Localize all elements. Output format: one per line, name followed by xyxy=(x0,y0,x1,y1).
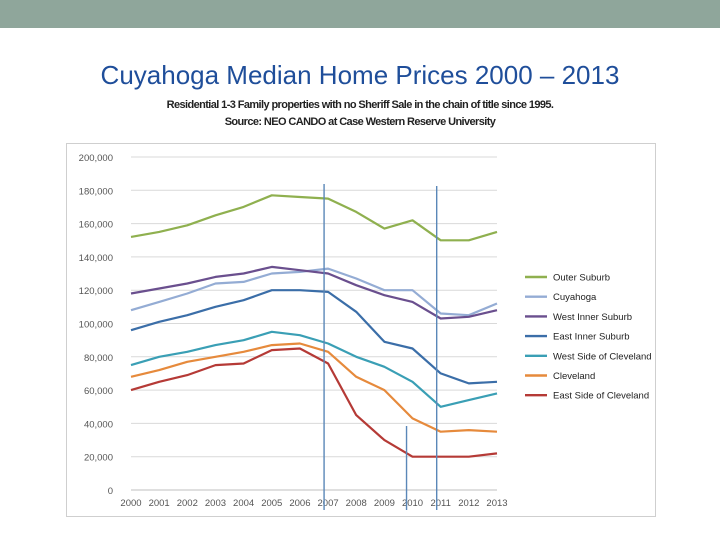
x-tick-label: 2000 xyxy=(120,498,142,509)
y-tick-label: 160,000 xyxy=(78,219,113,231)
x-tick-label: 2007 xyxy=(317,498,339,509)
legend-label-4: West Side of Cleveland xyxy=(553,351,652,363)
x-tick-label: 2011 xyxy=(430,498,451,509)
line-chart xyxy=(67,144,655,516)
slide-subtitle-source: Source: NEO CANDO at Case Western Reserve University xyxy=(224,116,496,128)
slide-subtitle-line1: Residential 1-3 Family properties with no Sheriff Sale in the chain of title since 1995. xyxy=(166,99,554,111)
x-tick-label: 2003 xyxy=(204,498,227,509)
x-tick-label: 2013 xyxy=(486,498,508,509)
series-line-2 xyxy=(131,267,497,319)
series-line-6 xyxy=(131,349,497,457)
legend-label-6: East Side of Cleveland xyxy=(553,390,650,402)
header-bar xyxy=(0,0,720,28)
y-tick-label: 80,000 xyxy=(83,352,113,364)
x-tick-label: 2008 xyxy=(345,498,367,509)
y-tick-label: 200,000 xyxy=(78,153,113,164)
y-tick-label: 140,000 xyxy=(78,252,113,264)
x-tick-label: 2002 xyxy=(176,498,198,509)
y-tick-label: 40,000 xyxy=(83,419,113,431)
y-tick-label: 180,000 xyxy=(78,186,113,198)
y-tick-label: 100,000 xyxy=(78,319,113,331)
legend-label-3: East Inner Suburb xyxy=(553,331,630,343)
legend-label-2: West Inner Suburb xyxy=(553,311,633,323)
slide-title: Cuyahoga Median Home Prices 2000 – 2013 xyxy=(100,60,620,90)
series-line-4 xyxy=(131,332,497,407)
x-tick-label: 2010 xyxy=(401,498,424,509)
x-tick-label: 2005 xyxy=(261,498,283,509)
x-tick-label: 2012 xyxy=(458,498,480,509)
y-tick-label: 0 xyxy=(107,486,113,497)
y-tick-label: 20,000 xyxy=(83,452,113,464)
legend-label-0: Outer Suburb xyxy=(553,272,611,284)
legend-label-1: Cuyahoga xyxy=(553,292,597,304)
legend-label-5: Cleveland xyxy=(553,371,596,382)
x-tick-label: 2006 xyxy=(289,498,311,509)
x-tick-label: 2001 xyxy=(148,498,170,509)
y-tick-label: 60,000 xyxy=(83,386,113,398)
chart-frame xyxy=(66,143,656,517)
series-line-0 xyxy=(131,195,497,240)
x-tick-label: 2004 xyxy=(233,498,255,509)
series-line-3 xyxy=(131,290,497,383)
y-tick-label: 120,000 xyxy=(78,286,113,298)
x-tick-label: 2009 xyxy=(373,498,395,509)
